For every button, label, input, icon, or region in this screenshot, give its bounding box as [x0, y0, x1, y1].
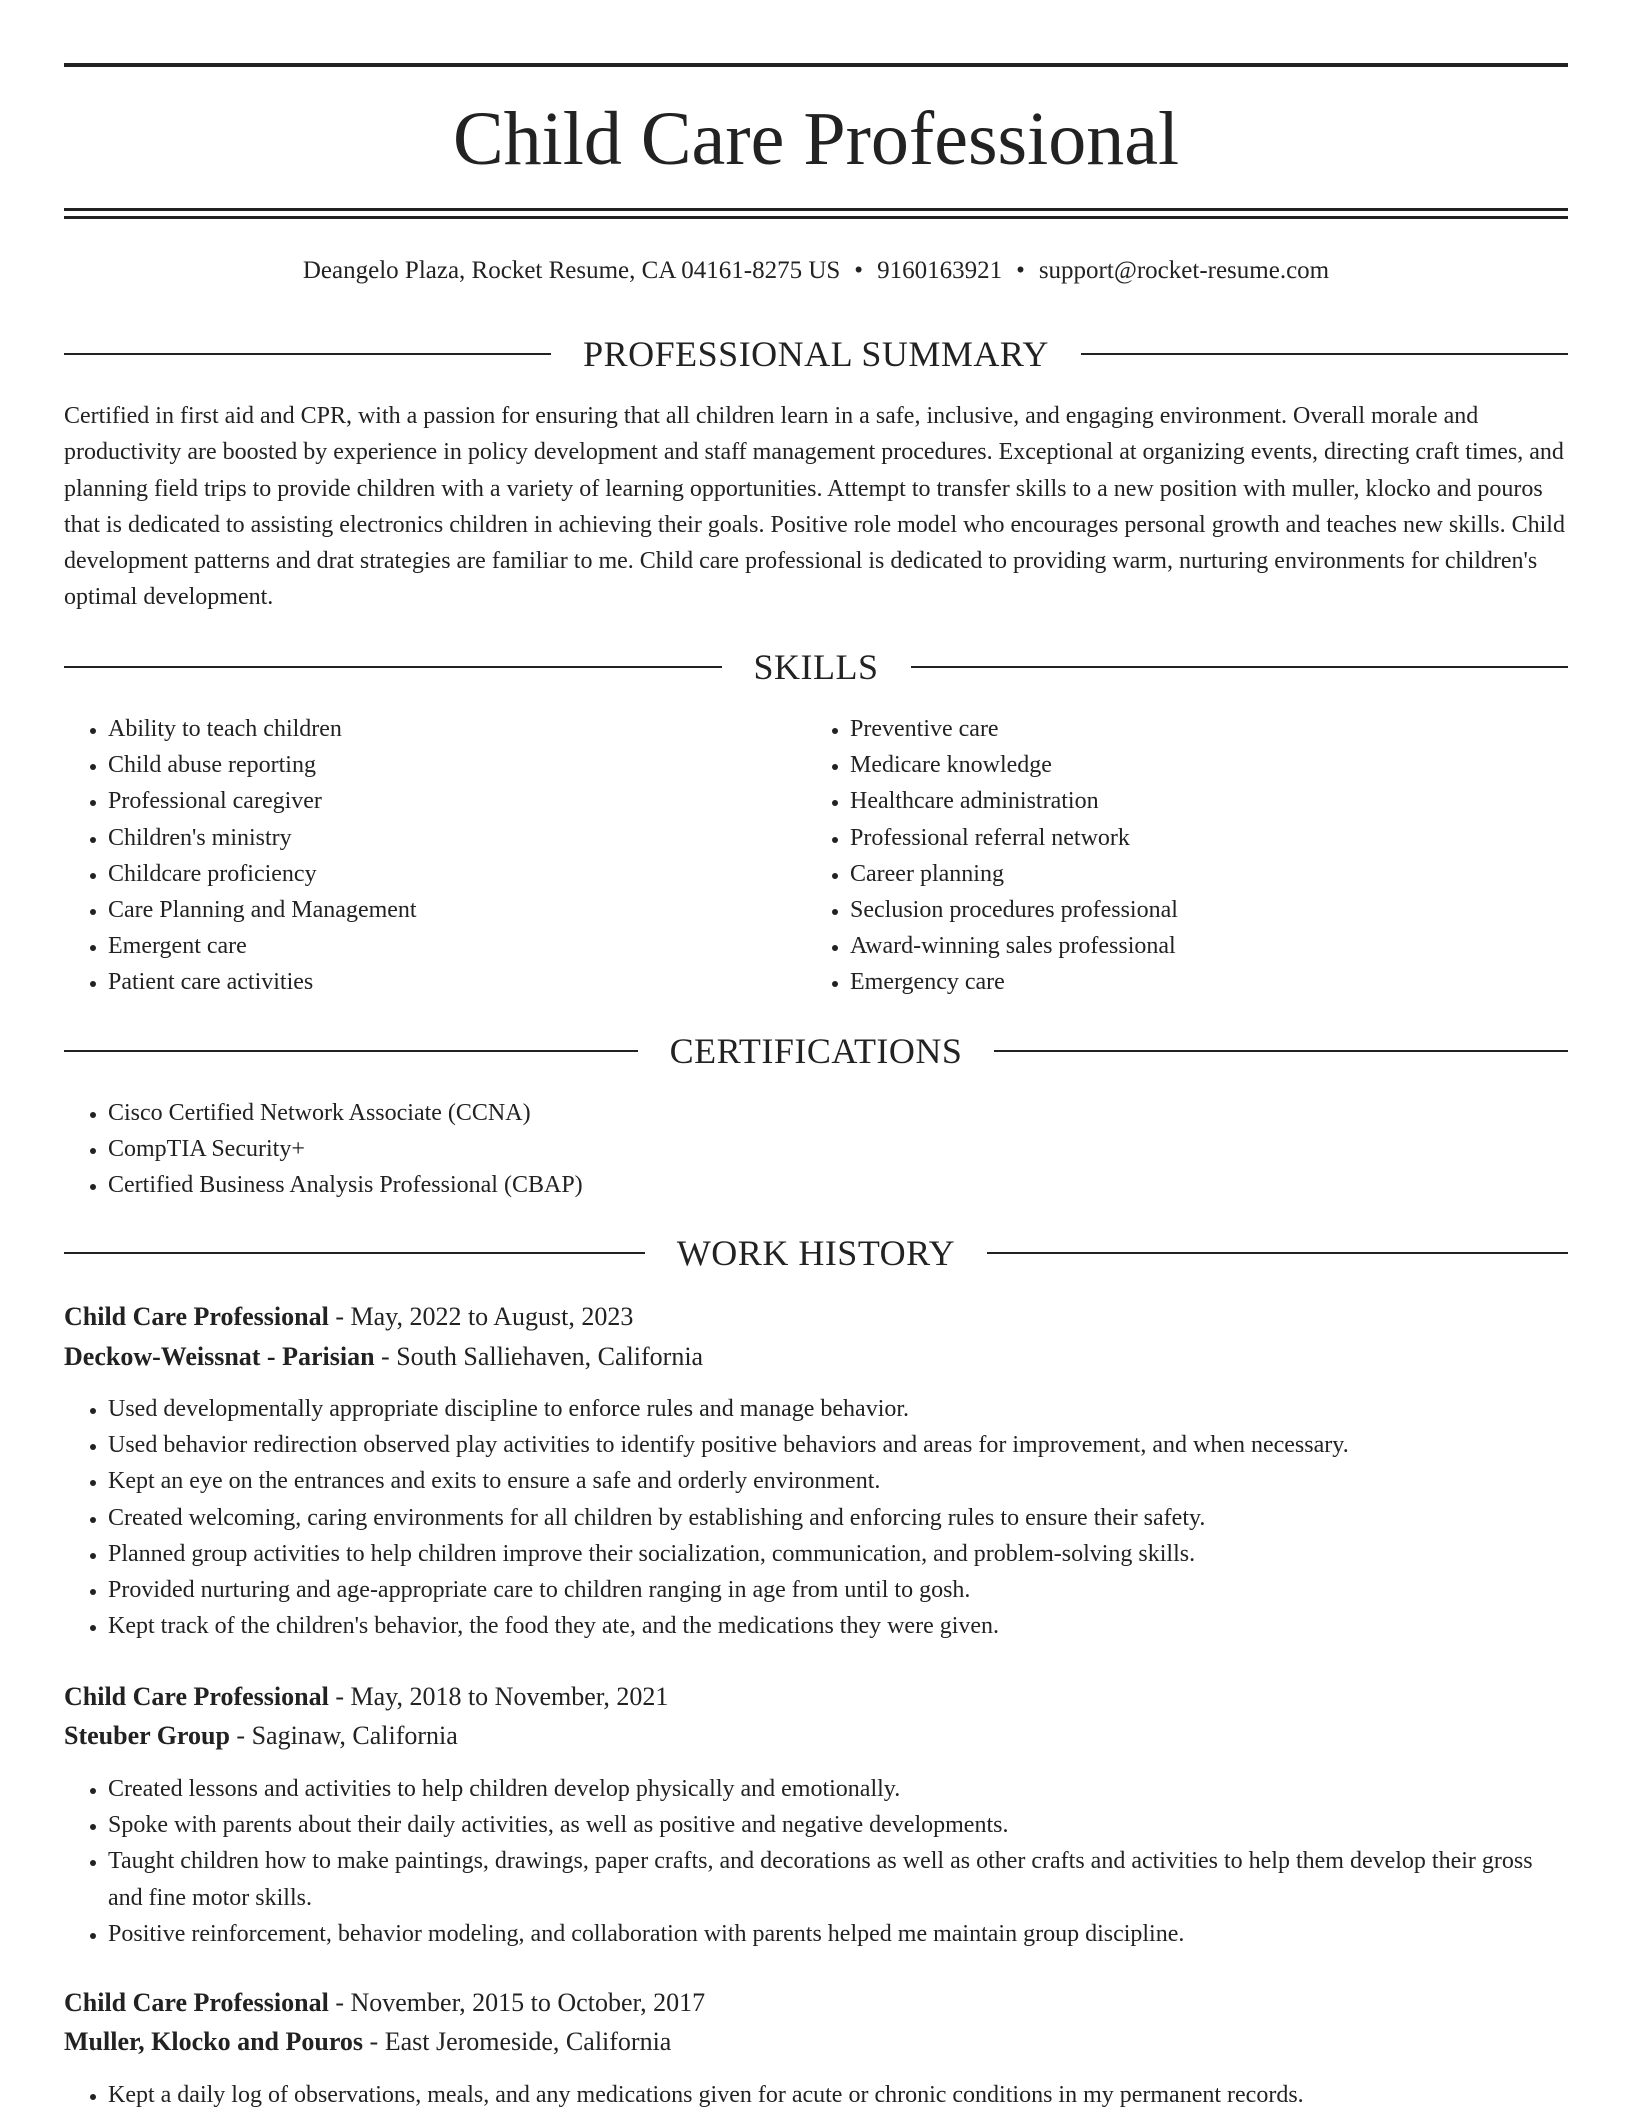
- title-rule-upper: [64, 208, 1568, 211]
- skill-item: • Ability to teach children: [108, 711, 764, 747]
- section-heading-skills: [64, 647, 1568, 687]
- contact-phone: 9160163921: [877, 257, 1003, 284]
- job-company-line: [64, 1718, 1568, 1754]
- job-dates: - May, 2018 to November, 2021: [328, 1682, 669, 1711]
- resume-title: Child Care Professional: [452, 97, 1180, 181]
- heading-rule: [1081, 353, 1568, 355]
- job-bullet: • Kept an eye on the entrances and exits to ensure a safe and orderly environment.: [108, 1463, 1568, 1499]
- skill-item: • Healthcare administration: [850, 783, 1506, 819]
- skill-item: • Career planning: [850, 856, 1506, 892]
- certification-item: • CompTIA Security+: [108, 1131, 1064, 1167]
- job-bullet: • Provided nurturing and age-appropriate care to children ranging in age from until to gosh.: [108, 1572, 1568, 1608]
- job-bullet: • Taught children how to make paintings, drawings, paper crafts, and decorations as well as other crafts and activities to help them develop their gross and fine motor skills.: [108, 1843, 1568, 1915]
- job-title: Child Care Professional: [64, 1302, 329, 1331]
- section-heading-label: CERTIFICATIONS: [669, 1031, 963, 1071]
- skill-item: • Preventive care: [850, 711, 1506, 747]
- skills-column-left: [64, 711, 764, 1001]
- contact-separator: •: [854, 257, 864, 284]
- job-location: - East Jeromeside, California: [363, 2027, 672, 2056]
- heading-rule: [64, 1252, 645, 1254]
- skill-item: • Child abuse reporting: [108, 747, 764, 783]
- job-bullet: • Used developmentally appropriate discipline to enforce rules and manage behavior.: [108, 1391, 1568, 1427]
- skill-item: • Children's ministry: [108, 820, 764, 856]
- skill-item: • Medicare knowledge: [850, 747, 1506, 783]
- job-location: - Saginaw, California: [229, 1721, 458, 1750]
- job-bullets: [64, 2077, 1568, 2113]
- skill-item: • Seclusion procedures professional: [850, 892, 1506, 928]
- contact-line: [64, 254, 1568, 288]
- summary-text: Certified in first aid and CPR, with a passion for ensuring that all children learn in a safe, inclusive, and engaging environment. Overall morale and productivity are boosted by experience in policy development and staff management procedures. Exceptional at organizing events, directing craft times, and planning field trips to provide children with a variety of learning opportunities. Attempt to transfer skills to a new position with muller, klocko and pouros that is dedicated to assisting electronics children in achieving their goals. Positive role model who encourages personal growth and teaches new skills. Child development patterns and drat strategies are familiar to me. Child care professional is dedicated to providing warm, nurturing environments for children's optimal development.: [64, 403, 1565, 611]
- skill-item: • Patient care activities: [108, 964, 764, 1000]
- section-heading-label: WORK HISTORY: [676, 1233, 956, 1273]
- contact-email: support@rocket-resume.com: [1038, 257, 1330, 284]
- job-company: Muller, Klocko and Pouros: [64, 2027, 364, 2056]
- certifications-list: [64, 1095, 1064, 1204]
- skill-item: • Award-winning sales professional: [850, 928, 1506, 964]
- title-rule-lower: [64, 216, 1568, 219]
- skill-item: • Emergency care: [850, 964, 1506, 1000]
- section-heading-summary: [64, 334, 1568, 374]
- skill-item: • Emergent care: [108, 928, 764, 964]
- job-bullets: [64, 1391, 1568, 1644]
- job-company-line: [64, 1339, 1568, 1375]
- certification-item: • Cisco Certified Network Associate (CCNA): [108, 1095, 1064, 1131]
- heading-rule: [911, 666, 1569, 668]
- job-bullet: • Planned group activities to help children improve their socialization, communication, and problem-solving skills.: [108, 1536, 1568, 1572]
- job-title: Child Care Professional: [64, 1682, 329, 1711]
- job-dates: - November, 2015 to October, 2017: [328, 1988, 706, 2017]
- job-bullets: [64, 1771, 1568, 1952]
- job-title-line: [64, 1679, 1568, 1715]
- section-heading-label: PROFESSIONAL SUMMARY: [583, 334, 1049, 374]
- job-bullet: • Used behavior redirection observed play activities to identify positive behaviors and areas for improvement, and when necessary.: [108, 1427, 1568, 1463]
- top-rule: [64, 63, 1568, 67]
- job-title-line: [64, 1985, 1568, 2021]
- heading-rule: [64, 353, 551, 355]
- skill-item: • Professional caregiver: [108, 783, 764, 819]
- heading-rule: [987, 1252, 1568, 1254]
- job-company: Steuber Group: [64, 1721, 230, 1750]
- job-bullet: • Kept a daily log of observations, meals, and any medications given for acute or chronic conditions in my permanent records.: [108, 2077, 1568, 2113]
- heading-rule: [64, 666, 722, 668]
- job-bullet: • Positive reinforcement, behavior modeling, and collaboration with parents helped me maintain group discipline.: [108, 1916, 1568, 1952]
- certification-item: • Certified Business Analysis Professional (CBAP): [108, 1167, 1064, 1203]
- job-title: Child Care Professional: [64, 1988, 329, 2017]
- job-bullet: • Created welcoming, caring environments for all children by establishing and enforcing rules to ensure their safety.: [108, 1500, 1568, 1536]
- section-heading-work: [64, 1233, 1568, 1273]
- section-heading-label: SKILLS: [753, 647, 879, 687]
- job-bullet: • Kept track of the children's behavior, the food they ate, and the medications they were given.: [108, 1608, 1568, 1644]
- heading-rule: [994, 1050, 1568, 1052]
- skill-item: • Childcare proficiency: [108, 856, 764, 892]
- contact-address: Deangelo Plaza, Rocket Resume, CA 04161-8275 US: [302, 257, 841, 284]
- skill-item: • Professional referral network: [850, 820, 1506, 856]
- job-bullet: • Spoke with parents about their daily activities, as well as positive and negative developments.: [108, 1807, 1568, 1843]
- job-bullet: • Created lessons and activities to help children develop physically and emotionally.: [108, 1771, 1568, 1807]
- heading-rule: [64, 1050, 638, 1052]
- job-location: - South Salliehaven, California: [374, 1342, 704, 1371]
- section-heading-certifications: [64, 1031, 1568, 1071]
- skill-item: • Care Planning and Management: [108, 892, 764, 928]
- job-dates: - May, 2022 to August, 2023: [328, 1302, 634, 1331]
- skills-column-right: [806, 711, 1506, 1001]
- job-company: Deckow-Weissnat - Parisian: [64, 1342, 375, 1371]
- contact-separator: •: [1016, 257, 1025, 284]
- job-title-line: [64, 1299, 1568, 1335]
- job-company-line: [64, 2024, 1568, 2060]
